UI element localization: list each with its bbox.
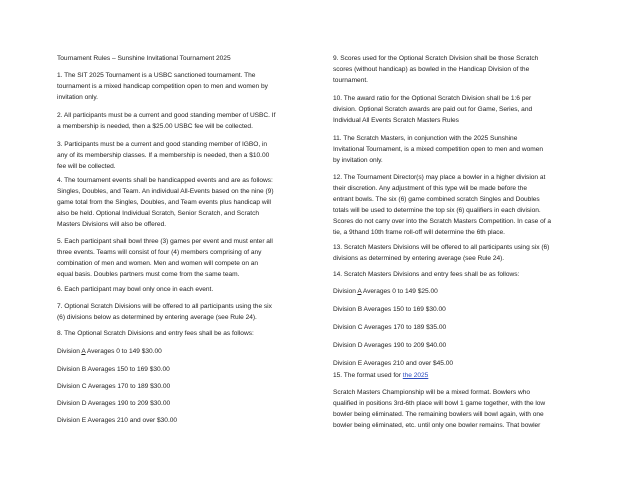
rule-14: 14. Scratch Masters Divisions and entry fees shall be as follows: [333, 271, 520, 278]
rule-15-line-2: qualified in positions 3rd-6th place will bowl 1 game together, with the low [333, 400, 546, 407]
rule-2-line-1: 2. All participants must be a current and good standing member of USBC. If [57, 112, 276, 119]
division-a-details: Averages 0 to 149 $30.00 [85, 348, 162, 355]
division-d-row: Division D Averages 190 to 209 $30.00 [57, 400, 171, 407]
rule-4-line-1: 4. The tournament events shall be handicapped events and are as follows: [57, 177, 273, 184]
rule-4-line-5: Masters Divisions will also be offered. [57, 221, 167, 228]
rule-12-line-4: totals will be used to determine the top six (6) qualifiers in each division. [333, 207, 541, 214]
rule-1-line-2: tournament is a mixed handicap competition open to men and women by [57, 83, 268, 90]
rule-12-line-6: tie, a 9thand 10th frame roll-off will determine the 6th place. [333, 229, 505, 236]
rule-12-line-2: their discretion. Any adjustment of this type will be made before the [333, 185, 527, 192]
rule-15-line-3: bowler being eliminated. The remaining bowlers will bowl again, with one [333, 411, 544, 418]
rule-12-line-5: Scores do not carry over into the Scratch Masters Competition. In case of a [333, 218, 552, 225]
division-a-row [57, 346, 162, 357]
scratch-division-e-row: Division E Averages 210 and over $45.00 [333, 360, 454, 367]
rule-13-line-1: 13. Scratch Masters Divisions will be offered to all participants using six (6) [333, 244, 550, 251]
rule-15-prefix: 15. The format used for [333, 372, 403, 379]
rule-9-line-2: scores (without handicap) as bowled in the Handicap Division of the [333, 66, 530, 73]
rule-10-line-2: division. Optional Scratch awards are paid out for Game, Series, and [333, 106, 533, 113]
scratch-division-a-prefix: Division [333, 288, 358, 295]
rule-5-line-3: combination of men and women. Men and women will compete on an [57, 260, 259, 267]
rule-3-line-2: any of its membership classes. If a membership is needed, then a $10.00 [57, 152, 270, 159]
scratch-division-a-row [333, 286, 438, 297]
division-e-row: Division E Averages 210 and over $30.00 [57, 417, 178, 424]
rule-9-line-3: tournament. [333, 77, 368, 84]
rule-13-line-2: divisions as determined by entering average (see Rule 24). [333, 255, 505, 262]
scratch-division-b-row: Division B Averages 150 to 169 $30.00 [333, 306, 446, 313]
rule-11-line-3: by invitation only. [333, 157, 383, 164]
division-a-letter: A [81, 348, 86, 355]
rule-4-line-4: also be held. Optional Individual Scratch, Senior Scratch, and Scratch [57, 210, 260, 217]
rule-3-line-1: 3. Participants must be a current and good standing member of IGBO, in [57, 141, 268, 148]
rule-8: 8. The Optional Scratch Divisions and entry fees shall be as follows: [57, 330, 254, 337]
rule-5-line-2: three events. Teams will consist of four (4) members comprising of any [57, 249, 262, 256]
rule-7-line-1: 7. Optional Scratch Divisions will be offered to all participants using the six [57, 303, 272, 310]
scratch-division-a-details: Averages 0 to 149 $25.00 [361, 288, 438, 295]
scratch-division-d-row: Division D Averages 190 to 209 $40.00 [333, 342, 447, 349]
division-a-prefix: Division [57, 348, 82, 355]
rule-5-line-4: equal basis. Doubles partners must come from the same team. [57, 271, 240, 278]
division-b-row: Division B Averages 150 to 169 $30.00 [57, 366, 170, 373]
rule-12-line-1: 12. The Tournament Director(s) may place a bowler in a higher division at [333, 174, 546, 181]
rule-15-line-1: Scratch Masters Championship will be a mixed format. Bowlers who [333, 389, 530, 396]
rule-6: 6. Each participant may bowl only once in each event. [57, 286, 214, 293]
division-c-row: Division C Averages 170 to 189 $30.00 [57, 383, 171, 390]
rule-15-heading [333, 370, 428, 381]
rule-10-line-3: Individual All Events Scratch Masters Rules [333, 117, 459, 124]
rule-9-line-1: 9. Scores used for the Optional Scratch Division shall be those Scratch [333, 55, 539, 62]
rule-1-line-1: 1. The SIT 2025 Tournament is a USBC sanctioned tournament. The [57, 72, 256, 79]
rule-10-line-1: 10. The award ratio for the Optional Scratch Division shall be 1:6 per [333, 95, 532, 102]
rule-2-line-2: a membership is needed, then a $25.00 USBC fee will be collected. [57, 123, 253, 130]
rule-15-link[interactable]: the 2025 [402, 372, 429, 379]
rule-4-line-2: Singles, Doubles, and Team. An individual All-Events based on the nine (9) [57, 188, 274, 195]
rule-4-line-3: game total from the Singles, Doubles, and Team events plus handicap will [57, 199, 271, 206]
rule-3-line-3: fee will be collected. [57, 163, 116, 170]
scratch-division-a-letter: A [357, 288, 362, 295]
rule-15-line-4: bowler being eliminated, etc. until only one bowler remains. That bowler [333, 422, 541, 429]
rule-5-line-1: 5. Each participant shall bowl three (3) games per event and must enter all [57, 238, 273, 245]
scratch-division-c-row: Division C Averages 170 to 189 $35.00 [333, 324, 447, 331]
document-title: Tournament Rules – Sunshine Invitational Tournament 2025 [57, 55, 231, 62]
rule-12-line-3: entrant bowls. The six (6) game combined scratch Singles and Doubles [333, 196, 540, 203]
rule-7-line-2: (6) divisions below as determined by entering average (see Rule 24). [57, 314, 257, 321]
rule-1-line-3: invitation only. [57, 94, 98, 101]
rule-11-line-1: 11. The Scratch Masters, in conjunction with the 2025 Sunshine [333, 135, 518, 142]
rule-11-line-2: Invitational Tournament, is a mixed competition open to men and women [333, 146, 543, 153]
